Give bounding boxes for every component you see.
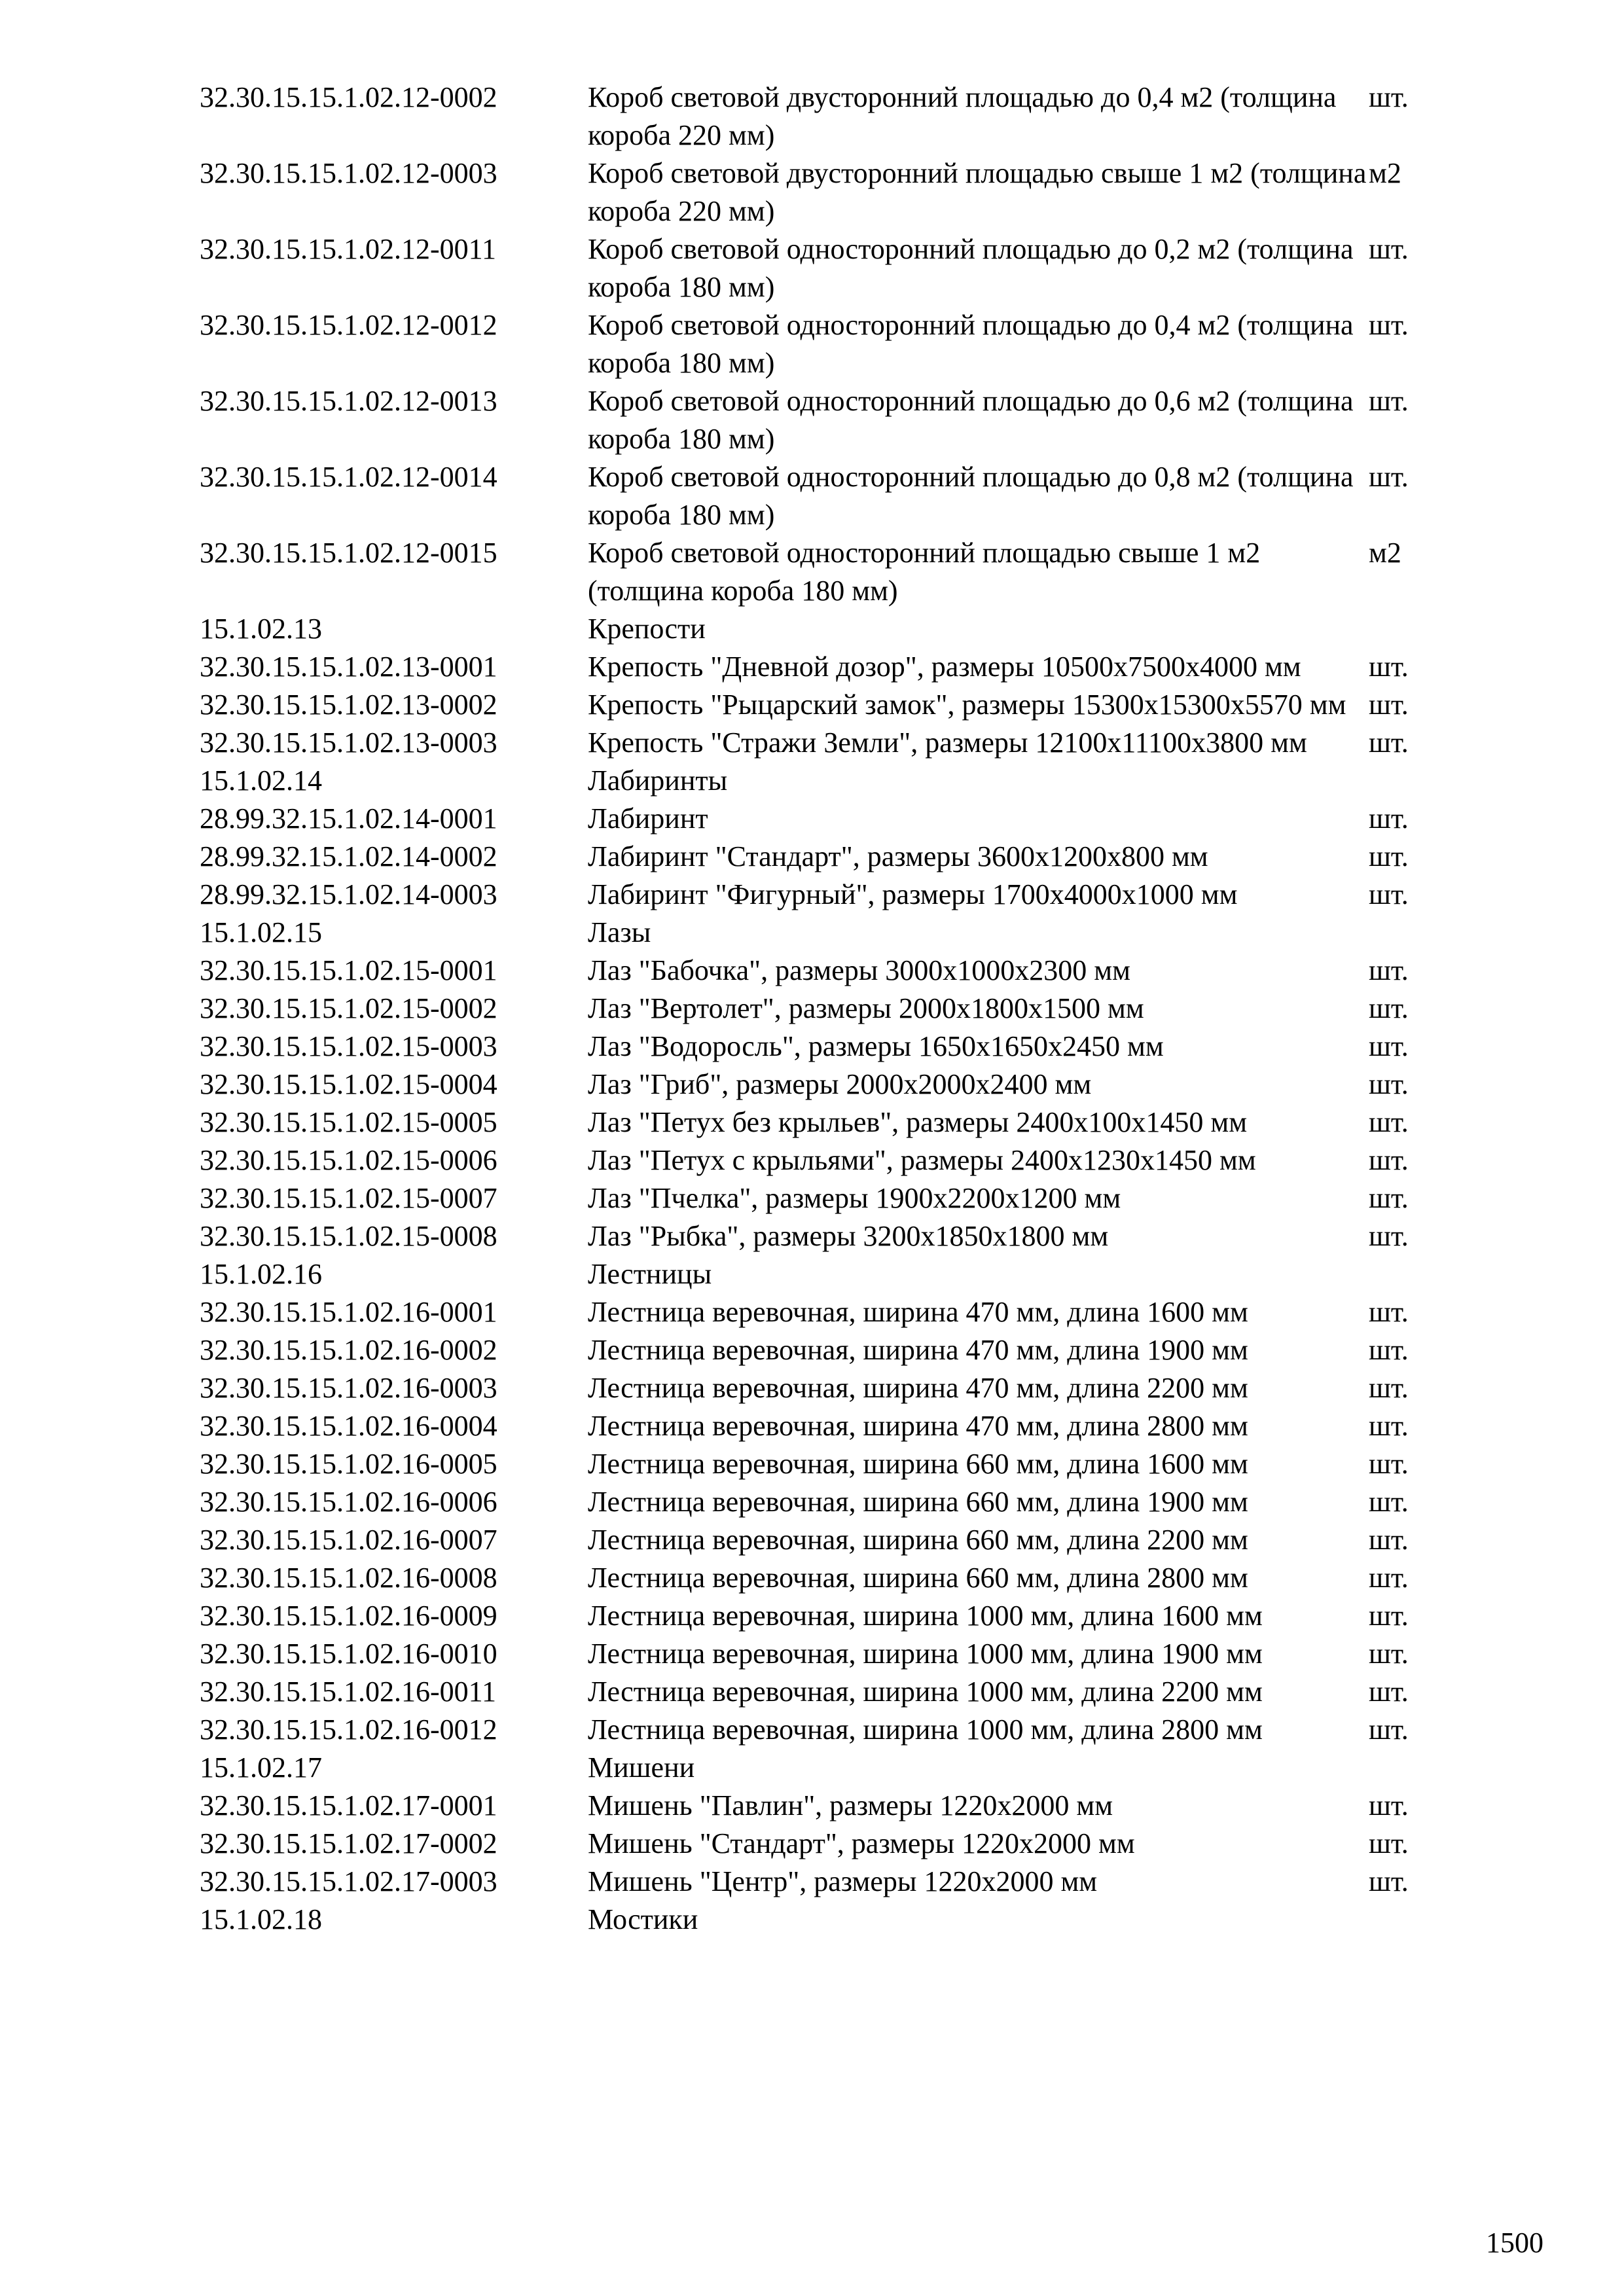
row-unit: шт.	[1369, 1030, 1409, 1062]
row-code: 15.1.02.13	[200, 613, 322, 645]
row-code: 32.30.15.15.1.02.16-0007	[200, 1524, 497, 1556]
table-row	[200, 648, 1443, 686]
row-name: Мишень "Центр", размеры 1220х2000 мм	[588, 1865, 1098, 1897]
table-row	[200, 800, 1443, 838]
table-row	[200, 724, 1443, 762]
row-name: Лаз "Петух с крыльями", размеры 2400х1230х1450 мм	[588, 1144, 1256, 1176]
row-unit: шт.	[1369, 992, 1409, 1024]
row-code: 15.1.02.16	[200, 1258, 322, 1290]
table-row	[200, 154, 1443, 230]
row-code: 32.30.15.15.1.02.12-0014	[200, 461, 497, 493]
table-row	[200, 1787, 1443, 1825]
row-name: Лестница веревочная, ширина 470 мм, длина 1600 мм	[588, 1296, 1248, 1328]
row-code: 32.30.15.15.1.02.16-0012	[200, 1713, 497, 1746]
row-code: 32.30.15.15.1.02.15-0001	[200, 954, 497, 986]
row-code: 32.30.15.15.1.02.15-0002	[200, 992, 497, 1024]
row-unit: шт.	[1369, 1068, 1409, 1100]
table-row	[200, 762, 1443, 800]
table-row	[200, 1445, 1443, 1483]
table-row	[200, 838, 1443, 876]
row-unit: шт.	[1369, 1676, 1409, 1708]
row-name: Лестница веревочная, ширина 1000 мм, длина 2800 мм	[588, 1713, 1263, 1746]
row-name: Короб световой односторонний площадью до 0,6 м2 (толщина короба 180 мм)	[588, 385, 1354, 455]
row-name: Мишень "Павлин", размеры 1220х2000 мм	[588, 1789, 1113, 1821]
row-unit: шт.	[1369, 802, 1409, 834]
row-unit: м2	[1369, 157, 1401, 189]
row-name: Лестница веревочная, ширина 1000 мм, длина 1900 мм	[588, 1638, 1263, 1670]
table-row	[200, 990, 1443, 1028]
row-name: Короб световой двусторонний площадью свыше 1 м2 (толщина короба 220 мм)	[588, 157, 1367, 227]
row-unit: шт.	[1369, 1827, 1409, 1859]
table-row	[200, 1028, 1443, 1066]
row-name: Короб световой односторонний площадью до 0,2 м2 (толщина короба 180 мм)	[588, 233, 1354, 303]
table-row	[200, 1407, 1443, 1445]
table-row	[200, 534, 1443, 610]
row-name: Короб световой односторонний площадью свыше 1 м2 (толщина короба 180 мм)	[588, 537, 1261, 607]
row-code: 32.30.15.15.1.02.12-0013	[200, 385, 497, 417]
row-name: Крепость "Рыцарский замок", размеры 15300х15300х5570 мм	[588, 689, 1346, 721]
table-row	[200, 1559, 1443, 1597]
table-row	[200, 1483, 1443, 1521]
row-name: Лестница веревочная, ширина 1000 мм, длина 2200 мм	[588, 1676, 1263, 1708]
row-code: 15.1.02.15	[200, 916, 322, 948]
row-name: Лестницы	[588, 1258, 712, 1290]
row-name: Лестница веревочная, ширина 660 мм, длина 1600 мм	[588, 1448, 1248, 1480]
row-name: Короб световой односторонний площадью до 0,4 м2 (толщина короба 180 мм)	[588, 309, 1354, 379]
row-name: Короб световой односторонний площадью до 0,8 м2 (толщина короба 180 мм)	[588, 461, 1354, 531]
row-name: Мишени	[588, 1751, 695, 1784]
table-row	[200, 1749, 1443, 1787]
row-unit: шт.	[1369, 1524, 1409, 1556]
row-name: Лестница веревочная, ширина 470 мм, длина 2200 мм	[588, 1372, 1248, 1404]
row-code: 15.1.02.17	[200, 1751, 322, 1784]
row-code: 32.30.15.15.1.02.15-0003	[200, 1030, 497, 1062]
row-code: 32.30.15.15.1.02.16-0008	[200, 1562, 497, 1594]
row-unit: шт.	[1369, 1638, 1409, 1670]
table-row	[200, 610, 1443, 648]
row-code: 32.30.15.15.1.02.16-0010	[200, 1638, 497, 1670]
row-unit: шт.	[1369, 1789, 1409, 1821]
table-row	[200, 1711, 1443, 1749]
row-name: Лестница веревочная, ширина 660 мм, длина 2200 мм	[588, 1524, 1248, 1556]
row-code: 32.30.15.15.1.02.16-0002	[200, 1334, 497, 1366]
table-row	[200, 1521, 1443, 1559]
row-name: Лаз "Водоросль", размеры 1650х1650х2450 мм	[588, 1030, 1164, 1062]
table-row	[200, 1673, 1443, 1711]
row-unit: шт.	[1369, 1182, 1409, 1214]
table-row	[200, 1103, 1443, 1141]
table-row	[200, 686, 1443, 724]
row-name: Лабиринт	[588, 802, 708, 834]
row-name: Лаз "Вертолет", размеры 2000х1800х1500 мм	[588, 992, 1144, 1024]
row-code: 32.30.15.15.1.02.16-0001	[200, 1296, 497, 1328]
table-row	[200, 1901, 1443, 1939]
row-code: 32.30.15.15.1.02.16-0004	[200, 1410, 497, 1442]
row-unit: шт.	[1369, 233, 1409, 265]
row-unit: шт.	[1369, 878, 1409, 910]
row-unit: шт.	[1369, 1106, 1409, 1138]
table-row	[200, 1597, 1443, 1635]
row-code: 32.30.15.15.1.02.12-0003	[200, 157, 497, 189]
row-unit: шт.	[1369, 1865, 1409, 1897]
row-code: 32.30.15.15.1.02.16-0003	[200, 1372, 497, 1404]
row-code: 15.1.02.18	[200, 1903, 322, 1935]
row-name: Лабиринт "Фигурный", размеры 1700х4000х1000 мм	[588, 878, 1238, 910]
table-row	[200, 1066, 1443, 1103]
row-unit: шт.	[1369, 461, 1409, 493]
row-name: Лаз "Петух без крыльев", размеры 2400х100х1450 мм	[588, 1106, 1248, 1138]
row-name: Лазы	[588, 916, 651, 948]
row-code: 32.30.15.15.1.02.17-0002	[200, 1827, 497, 1859]
row-code: 32.30.15.15.1.02.16-0005	[200, 1448, 497, 1480]
row-code: 32.30.15.15.1.02.15-0006	[200, 1144, 497, 1176]
table-row	[200, 230, 1443, 306]
table-row	[200, 1825, 1443, 1863]
table-row	[200, 1255, 1443, 1293]
table-row	[200, 1369, 1443, 1407]
row-unit: шт.	[1369, 1144, 1409, 1176]
catalog-table	[200, 79, 1443, 1939]
row-code: 32.30.15.15.1.02.13-0002	[200, 689, 497, 721]
row-code: 32.30.15.15.1.02.15-0005	[200, 1106, 497, 1138]
row-unit: шт.	[1369, 1220, 1409, 1252]
row-unit: шт.	[1369, 385, 1409, 417]
table-row	[200, 1217, 1443, 1255]
row-code: 32.30.15.15.1.02.15-0008	[200, 1220, 497, 1252]
row-unit: шт.	[1369, 726, 1409, 759]
row-code: 32.30.15.15.1.02.16-0011	[200, 1676, 497, 1708]
row-name: Лестница веревочная, ширина 1000 мм, длина 1600 мм	[588, 1600, 1263, 1632]
row-unit: шт.	[1369, 1448, 1409, 1480]
row-unit: шт.	[1369, 1600, 1409, 1632]
row-name: Лестница веревочная, ширина 470 мм, длина 2800 мм	[588, 1410, 1248, 1442]
row-unit: шт.	[1369, 1713, 1409, 1746]
row-name: Лестница веревочная, ширина 470 мм, длина 1900 мм	[588, 1334, 1248, 1366]
row-code: 32.30.15.15.1.02.17-0001	[200, 1789, 497, 1821]
row-unit: шт.	[1369, 1372, 1409, 1404]
table-row	[200, 382, 1443, 458]
row-code: 32.30.15.15.1.02.12-0015	[200, 537, 497, 569]
row-name: Крепость "Стражи Земли", размеры 12100х11100х3800 мм	[588, 726, 1307, 759]
row-name: Лаз "Гриб", размеры 2000х2000х2400 мм	[588, 1068, 1092, 1100]
row-name: Крепости	[588, 613, 706, 645]
table-row	[200, 952, 1443, 990]
table-row	[200, 1863, 1443, 1901]
table-row	[200, 1635, 1443, 1673]
row-code: 28.99.32.15.1.02.14-0003	[200, 878, 497, 910]
row-name: Лабиринт "Стандарт", размеры 3600х1200х800 мм	[588, 840, 1208, 872]
row-unit: шт.	[1369, 1334, 1409, 1366]
row-name: Короб световой двусторонний площадью до 0,4 м2 (толщина короба 220 мм)	[588, 81, 1337, 151]
row-name: Мишень "Стандарт", размеры 1220х2000 мм	[588, 1827, 1135, 1859]
row-code: 15.1.02.14	[200, 764, 322, 797]
row-unit: шт.	[1369, 1562, 1409, 1594]
table-row	[200, 1141, 1443, 1179]
table-row	[200, 1293, 1443, 1331]
row-code: 32.30.15.15.1.02.13-0001	[200, 651, 497, 683]
row-unit: шт.	[1369, 689, 1409, 721]
row-unit: шт.	[1369, 840, 1409, 872]
row-name: Лестница веревочная, ширина 660 мм, длина 1900 мм	[588, 1486, 1248, 1518]
row-name: Мостики	[588, 1903, 698, 1935]
row-code: 28.99.32.15.1.02.14-0002	[200, 840, 497, 872]
row-code: 28.99.32.15.1.02.14-0001	[200, 802, 497, 834]
row-unit: шт.	[1369, 954, 1409, 986]
row-unit: шт.	[1369, 1410, 1409, 1442]
row-code: 32.30.15.15.1.02.12-0012	[200, 309, 497, 341]
table-row	[200, 458, 1443, 534]
row-code: 32.30.15.15.1.02.12-0011	[200, 233, 497, 265]
row-unit: шт.	[1369, 1486, 1409, 1518]
row-unit: шт.	[1369, 1296, 1409, 1328]
row-name: Крепость "Дневной дозор", размеры 10500х7500х4000 мм	[588, 651, 1301, 683]
row-code: 32.30.15.15.1.02.17-0003	[200, 1865, 497, 1897]
row-unit: шт.	[1369, 651, 1409, 683]
row-name: Лестница веревочная, ширина 660 мм, длина 2800 мм	[588, 1562, 1248, 1594]
table-row	[200, 79, 1443, 154]
table-row	[200, 876, 1443, 914]
table-row	[200, 1179, 1443, 1217]
table-row	[200, 1331, 1443, 1369]
row-name: Лаз "Пчелка", размеры 1900х2200х1200 мм	[588, 1182, 1121, 1214]
row-code: 32.30.15.15.1.02.15-0004	[200, 1068, 497, 1100]
table-row	[200, 306, 1443, 382]
row-code: 32.30.15.15.1.02.15-0007	[200, 1182, 497, 1214]
row-unit: шт.	[1369, 309, 1409, 341]
row-unit: м2	[1369, 537, 1401, 569]
row-code: 32.30.15.15.1.02.13-0003	[200, 726, 497, 759]
table-row	[200, 914, 1443, 952]
row-name: Лабиринты	[588, 764, 728, 797]
row-code: 32.30.15.15.1.02.12-0002	[200, 81, 497, 113]
row-code: 32.30.15.15.1.02.16-0009	[200, 1600, 497, 1632]
row-code: 32.30.15.15.1.02.16-0006	[200, 1486, 497, 1518]
row-name: Лаз "Бабочка", размеры 3000х1000х2300 мм	[588, 954, 1130, 986]
row-unit: шт.	[1369, 81, 1409, 113]
page-number: 1500	[1486, 2227, 1543, 2259]
row-name: Лаз "Рыбка", размеры 3200х1850х1800 мм	[588, 1220, 1109, 1252]
